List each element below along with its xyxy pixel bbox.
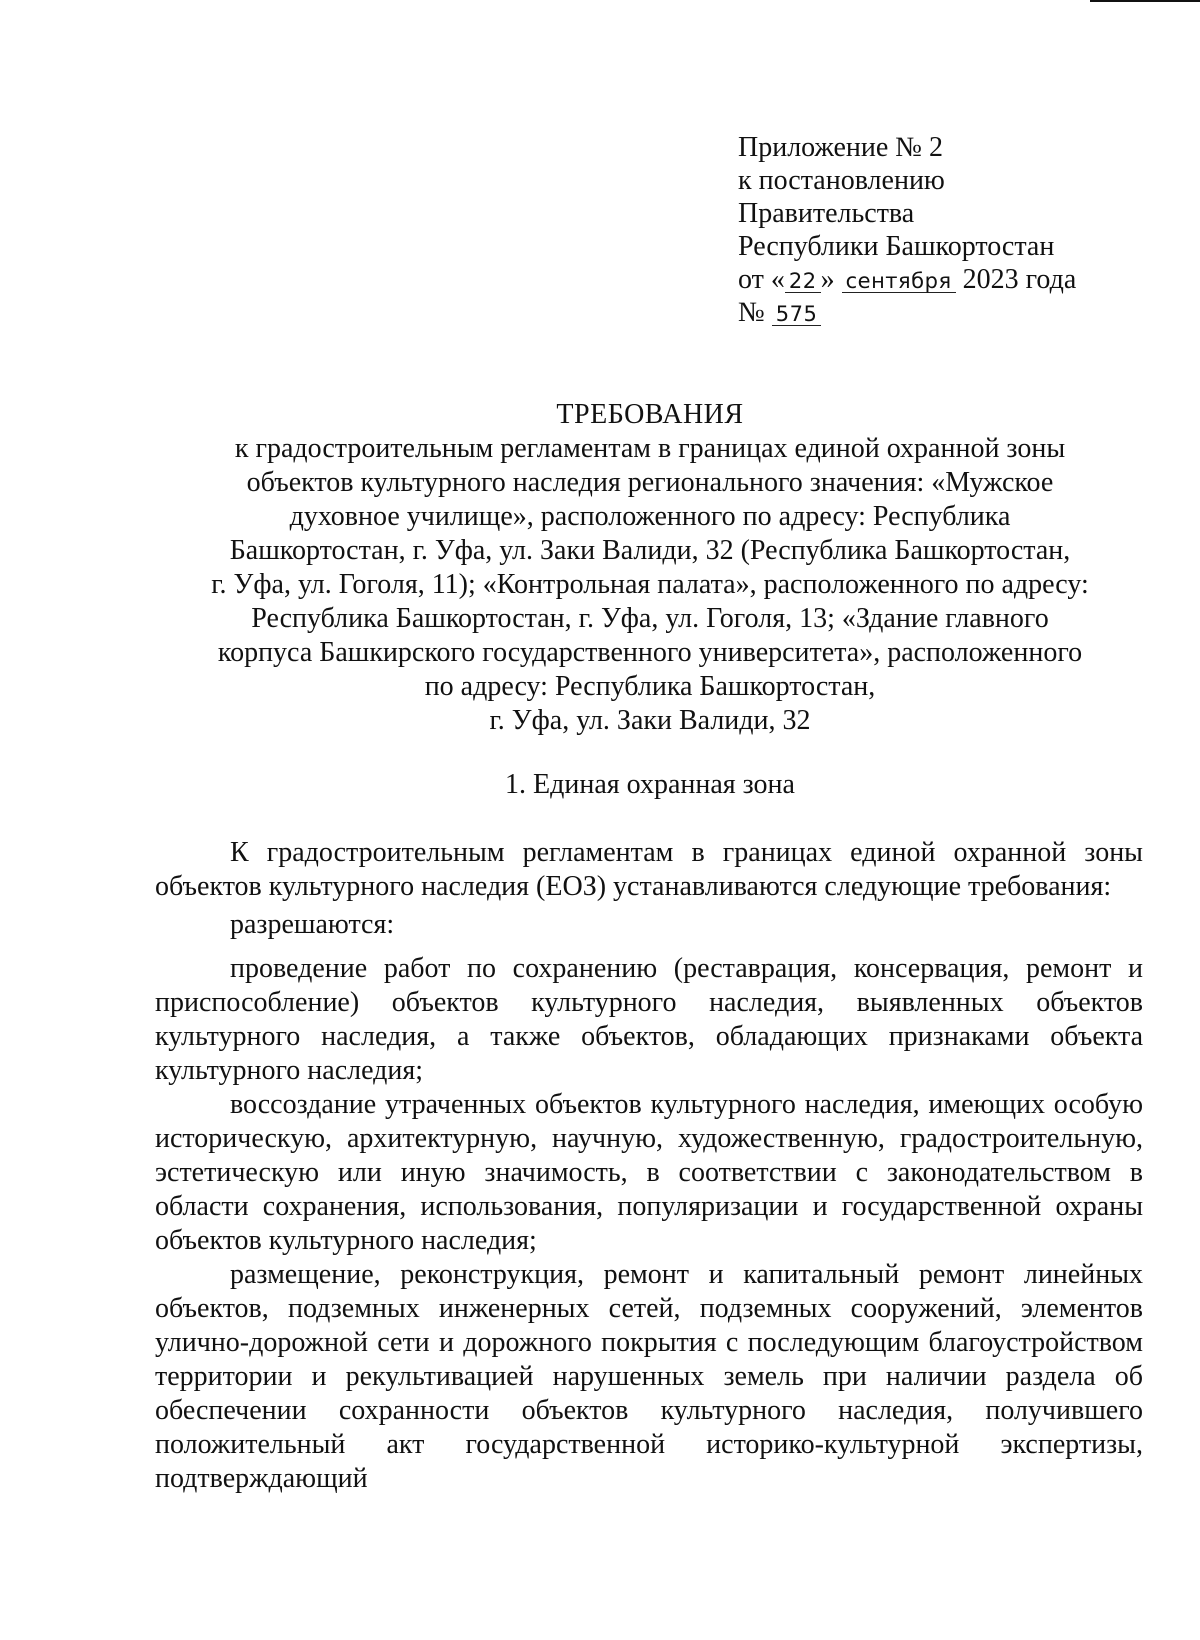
handwritten-day: 22 xyxy=(785,270,821,293)
title-line: по адресу: Республика Башкортостан, xyxy=(424,671,876,702)
title-line: Башкортостан, г. Уфа, ул. Заки Валиди, 32 (Республика Башкортостан, xyxy=(229,535,1071,566)
appendix-number-line: № 575 xyxy=(738,296,1178,329)
title-line: объектов культурного наследия регионального значения: «Мужское xyxy=(246,467,1054,498)
paragraph: проведение работ по сохранению (реставрация, консервация, ремонт и приспособление) объектов культурного наследия, выявленных объектов культурного наследия, а также объектов, обладающих признаками объекта культурного наследия; xyxy=(155,953,1143,1086)
scan-mark xyxy=(1090,0,1200,2)
appendix-number: Приложение № 2 xyxy=(738,132,943,163)
title-line: к градостроительным регламентам в границах единой охранной зоны xyxy=(234,433,1066,464)
title-line: Республика Башкортостан, г. Уфа, ул. Гоголя, 13; «Здание главного xyxy=(251,603,1049,634)
paragraph: разрешаются: xyxy=(230,909,395,940)
title-heading: ТРЕБОВАНИЯ xyxy=(556,399,744,430)
title-line: г. Уфа, ул. Гоголя, 11); «Контрольная палата», расположенного по адресу: xyxy=(211,569,1089,600)
document-body xyxy=(155,836,1143,1496)
handwritten-number: 575 xyxy=(772,303,822,326)
appendix-republic-line: Республики Башкортостан xyxy=(738,231,1055,262)
title-line: духовное училище», расположенного по адресу: Республика xyxy=(289,501,1011,532)
title-line: г. Уфа, ул. Заки Валиди, 32 xyxy=(489,705,811,736)
paragraph: К градостроительным регламентам в границах единой охранной зоны объектов культурного наследия (ЕОЗ) устанавливаются следующие требования: xyxy=(155,837,1143,902)
appendix-date-line: от « 22 » сентября 2023 года xyxy=(738,264,1077,295)
appendix-header xyxy=(738,131,1178,329)
section-heading: 1. Единая охранная зона xyxy=(505,769,795,800)
title-line: корпуса Башкирского государственного университета», расположенного xyxy=(217,637,1083,668)
document-title xyxy=(150,398,1150,738)
paragraph: размещение, реконструкция, ремонт и капитальный ремонт линейных объектов, подземных инженерных сетей, подземных сооружений, элементов улично-дорожной сети и дорожного покрытия с последующим благоустройством территории и рекультивацией нарушенных земель при наличии раздела об обеспечении сохранности объектов культурного наследия, получившего положительный акт государственной историко-культурной экспертизы, подтверждающий xyxy=(155,1259,1143,1494)
appendix-government-line: Правительства xyxy=(738,198,915,229)
paragraph: воссоздание утраченных объектов культурного наследия, имеющих особую историческую, архитектурную, научную, художественную, градостроительную, эстетическую или иную значимость, в соответствии с законодательством в области сохранения, использования, популяризации и государственной охраны объектов культурного наследия; xyxy=(155,1089,1143,1256)
appendix-resolution-line: к постановлению xyxy=(738,165,945,196)
handwritten-month: сентября xyxy=(842,270,956,293)
